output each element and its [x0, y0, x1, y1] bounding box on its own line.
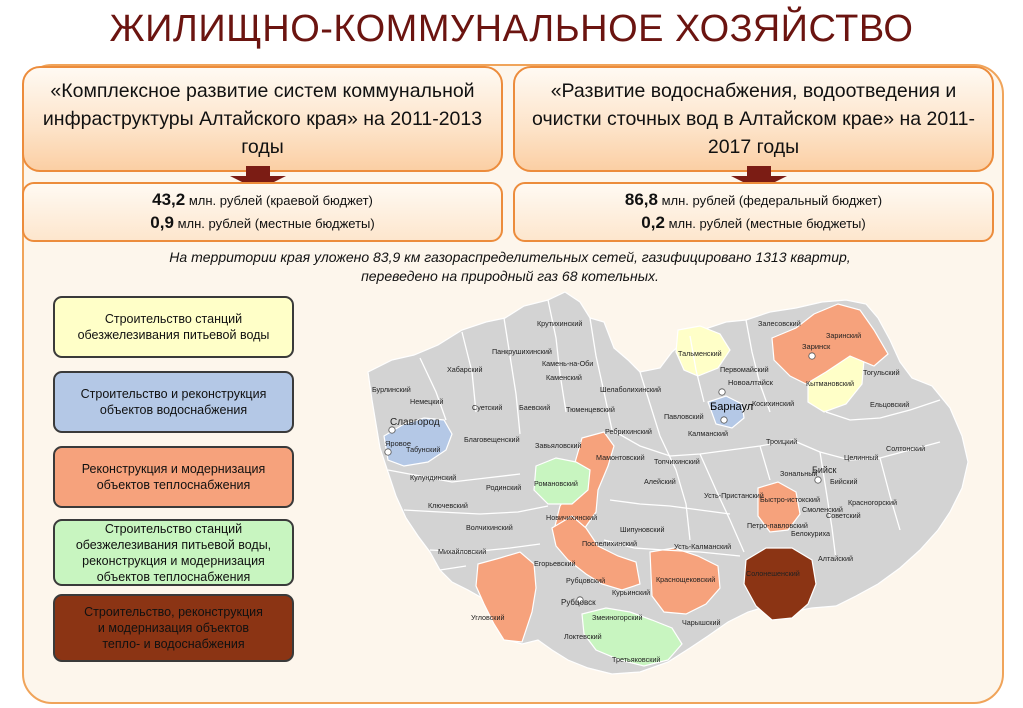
page-title: ЖИЛИЩНО-КОММУНАЛЬНОЕ ХОЗЯЙСТВО [109, 8, 914, 50]
funding-row: 0,9 млн. рублей (местные бюджеты) [150, 213, 375, 232]
map-district-label: Суетский [472, 403, 503, 412]
map-district-label: Павловский [664, 412, 704, 421]
funding-row: 86,8 млн. рублей (федеральный бюджет) [624, 190, 883, 209]
city-marker [385, 449, 391, 455]
map-district-label: Завьяловский [535, 441, 582, 450]
map-district-label: Бурлинский [372, 385, 411, 394]
funding-row: 43,2 млн. рублей (краевой бюджет) [152, 190, 373, 209]
map-district-label: Залесовский [758, 319, 801, 328]
map-district-label: Немецкий [410, 397, 444, 406]
map-district-label: Красногорский [848, 498, 897, 507]
map-district-label: Усть-Калманский [674, 542, 732, 551]
map-district-label: Змеиногорский [592, 613, 643, 622]
map-district-label: Краснощековский [656, 575, 716, 584]
map-district-label: Зональный [780, 469, 818, 478]
map-district-label: Хабарский [447, 365, 483, 374]
map-district-label: Целинный [844, 453, 879, 462]
legend-heat-supply: Реконструкция и модернизация объектов теплоснабжения [53, 446, 294, 508]
city-marker [721, 417, 727, 423]
map-district-label: Благовещенский [464, 435, 520, 444]
map-district-label: Солтонский [886, 444, 926, 453]
map-district-label: Смоленский [802, 505, 843, 514]
info-line-1: На территории края уложено 83,9 км газораспределительных сетей, газифицировано 1313 квартир, [169, 249, 851, 265]
map-district-label: Петро-павловский [747, 521, 808, 530]
map-district-label: Кытмановский [806, 379, 855, 388]
map-district-label: Быстро-истокский [760, 495, 820, 504]
map-district-label: Крутихинский [537, 319, 583, 328]
map-district-label: Тюменцевский [566, 405, 615, 414]
legend-iron-removal: Строительство станций обезжелезивания питьевой воды [53, 296, 294, 358]
map-district-label: Новоалтайск [728, 378, 773, 387]
map-district-label: Угловский [471, 613, 505, 622]
map-district-label: Рубцовский [566, 576, 606, 585]
map-district-label: Троицкий [766, 437, 798, 446]
map-district-label: Поспелихинский [582, 539, 637, 548]
map-district-label: Алейский [644, 477, 676, 486]
map-district-label: Панкрушихинский [492, 347, 552, 356]
funding-row: 0,2 млн. рублей (местные бюджеты) [641, 213, 866, 232]
map-district-label: Табунский [406, 445, 441, 454]
map-district-label: Чарышский [682, 618, 721, 627]
map-district-label: Ключевский [428, 501, 468, 510]
map-district-label: Яровое [385, 439, 412, 448]
map-district-label: Солонешенский [746, 569, 800, 578]
map-district-label: Первомайский [720, 365, 769, 374]
map-district-label: Мамонтовский [596, 453, 645, 462]
map-district-label: Камень-на-Оби [542, 359, 594, 368]
map-district-label: Ребрихинский [605, 427, 652, 436]
legend-heat-and-water: Строительство, реконструкция и модернизация объектов тепло- и водоснабжения [53, 594, 294, 662]
map-district-label: Калманский [688, 429, 729, 438]
map-district-label: Тальменский [678, 349, 722, 358]
map-district-label: Тогульский [863, 368, 900, 377]
map-district-label: Барнаул [710, 401, 754, 413]
map-district-label: Усть-Пристанский [704, 491, 764, 500]
map-district-label: Кулундинский [410, 473, 457, 482]
map-district-label: Шелаболихинский [600, 385, 662, 394]
map-district-label: Курьинский [612, 588, 651, 597]
map-district-label: Шипуновский [620, 525, 665, 534]
map-district-label: Ельцовский [870, 400, 910, 409]
map-district-label: Рубцовск [561, 598, 596, 607]
map-district-label: Заринск [802, 342, 831, 351]
info-line-2: переведено на природный газ 68 котельных. [361, 268, 659, 284]
city-marker [809, 353, 815, 359]
map-district-label: Локтевский [564, 632, 602, 641]
legend-water-supply: Строительство и реконструкция объектов водоснабжения [53, 371, 294, 433]
map-district-label: Белокуриха [791, 529, 831, 538]
city-marker [719, 389, 725, 395]
map-district-label: Новичихинский [546, 513, 598, 522]
map-district-label: Михайловский [438, 547, 487, 556]
legend-iron-and-heat: Строительство станций обезжелезивания питьевой воды, реконструкция и модернизация объектов теплоснабжения [53, 519, 294, 586]
map-district-label: Косихинский [752, 399, 795, 408]
map-district-label: Алтайский [818, 554, 853, 563]
map-district-label: Егорьевский [534, 559, 576, 568]
map-district-label: Советский [826, 511, 861, 520]
map-district-label: Романовский [534, 479, 578, 488]
map-district-label: Родинский [486, 483, 522, 492]
map-district-label: Волчихинский [466, 523, 513, 532]
program-1-title: «Комплексное развитие систем коммунальной инфраструктуры Алтайского края» на 2011-2013 годы [42, 80, 483, 158]
map-district-label: Топчихинский [654, 457, 700, 466]
map-district-label: Баевский [519, 403, 551, 412]
map-district-label: Славгород [390, 417, 440, 428]
district-uglovskiy-heat [476, 552, 536, 642]
map-district-label: Заринский [826, 331, 862, 340]
map-district-label: Третьяковский [612, 655, 661, 664]
map-district-label: Каменский [546, 373, 582, 382]
map-district-label: Бийский [830, 477, 858, 486]
map-district-label: Бийск [812, 465, 837, 475]
program-2-title: «Развитие водоснабжения, водоотведения и очистки сточных вод в Алтайском крае» на 2011-2017 годы [532, 80, 975, 158]
